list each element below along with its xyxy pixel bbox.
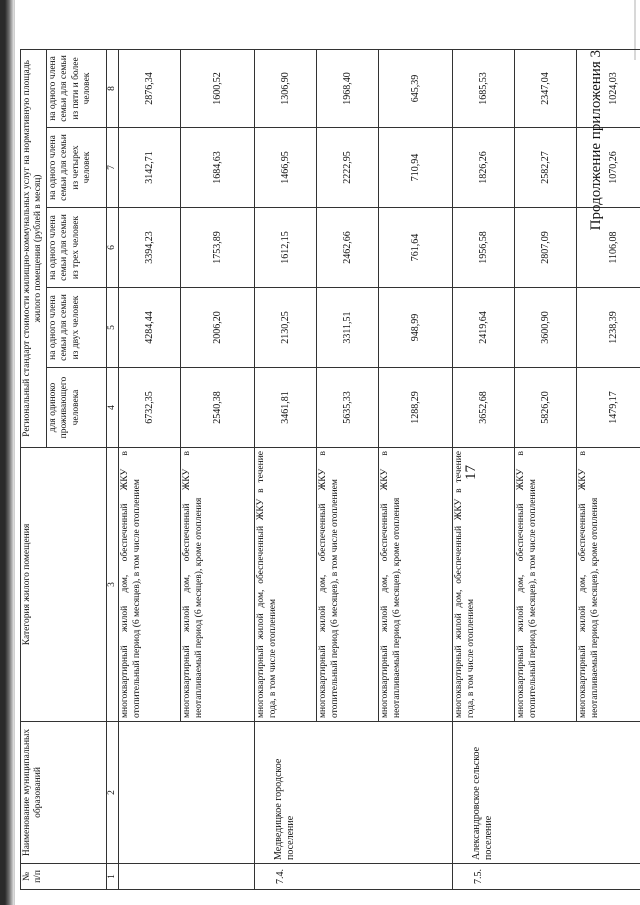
- page-number: 17: [463, 465, 479, 480]
- value-cell: 2130,25: [255, 288, 317, 368]
- row-category: многоквартирный жилой дом, обеспеченный ЖКУ в неотапливаемый период (6 месяцев), кроме отопления: [577, 448, 640, 722]
- col-number: 5: [107, 288, 119, 368]
- value-cell: 2807,09: [515, 208, 577, 288]
- value-cell: 1968,40: [317, 49, 379, 127]
- value-cell: 1070,26: [577, 128, 640, 208]
- header-sub-7: на одного члена семьи для семьи из четырех человек: [47, 128, 107, 208]
- value-cell: 3600,90: [515, 288, 577, 368]
- header-category: Категория жилого помещения: [21, 448, 107, 722]
- row-category: многоквартирный жилой дом, обеспеченный ЖКУ в отопительный период (6 месяцев), в том числе отоплением: [119, 448, 181, 722]
- value-cell: 948,99: [379, 288, 453, 368]
- value-cell: 3461,81: [255, 368, 317, 448]
- col-number: 8: [107, 49, 119, 127]
- header-sub-8: на одного члена семьи для семьи из пяти и более человек: [47, 49, 107, 127]
- header-standard: Региональный стандарт стоимости жилищно-коммунальных услуг на нормативную площадь жилого помещения (рублей в месяц): [21, 49, 47, 447]
- standard-table: [20, 49, 640, 890]
- header-municipality: Наименование муниципальных образований: [21, 722, 107, 864]
- value-cell: 1024,03: [577, 49, 640, 127]
- cell-empty: [119, 722, 255, 864]
- value-cell: 3142,71: [119, 128, 181, 208]
- value-cell: 1306,90: [255, 49, 317, 127]
- value-cell: 3652,68: [453, 368, 515, 448]
- row-category: многоквартирный жилой дом, обеспеченный ЖКУ в неотапливаемый период (6 месяцев), кроме отопления: [181, 448, 255, 722]
- value-cell: 5635,33: [317, 368, 379, 448]
- row-category: многоквартирный жилой дом, обеспеченный ЖКУ в отопительный период (6 месяцев), в том числе отоплением: [515, 448, 577, 722]
- scan-edge-line: [14, 0, 15, 905]
- cell-empty: [119, 864, 255, 890]
- scan-edge: [0, 0, 14, 905]
- rotated-page: [20, 50, 630, 890]
- header-sub-6: на одного члена семьи для семьи из трех человек: [47, 208, 107, 288]
- value-cell: 3311,51: [317, 288, 379, 368]
- value-cell: 2006,20: [181, 288, 255, 368]
- value-cell: 1288,29: [379, 368, 453, 448]
- value-cell: 5826,20: [515, 368, 577, 448]
- value-cell: 710,94: [379, 128, 453, 208]
- col-number: 1: [107, 864, 119, 890]
- value-cell: 3394,23: [119, 208, 181, 288]
- value-cell: 1466,95: [255, 128, 317, 208]
- table-row: [255, 49, 317, 889]
- header-sub-4: для одиноко проживающего человека: [47, 368, 107, 448]
- col-number: 2: [107, 722, 119, 864]
- value-cell: 2419,64: [453, 288, 515, 368]
- row-category: многоквартирный жилой дом, обеспеченный ЖКУ в течение года, в том числе отоплением: [255, 448, 317, 722]
- value-cell: 2222,95: [317, 128, 379, 208]
- value-cell: 2540,38: [181, 368, 255, 448]
- value-cell: 645,39: [379, 49, 453, 127]
- value-cell: 1685,53: [453, 49, 515, 127]
- value-cell: 2347,04: [515, 49, 577, 127]
- col-number: 7: [107, 128, 119, 208]
- row-number: 7.4.: [255, 864, 453, 890]
- col-number: 3: [107, 448, 119, 722]
- value-cell: 6732,35: [119, 368, 181, 448]
- value-cell: 1600,52: [181, 49, 255, 127]
- value-cell: 2582,27: [515, 128, 577, 208]
- row-category: многоквартирный жилой дом, обеспеченный ЖКУ в течение года, в том числе отоплением: [453, 448, 515, 722]
- value-cell: 4284,44: [119, 288, 181, 368]
- header-no: № п/п: [21, 864, 107, 890]
- row-number: 7.5.: [453, 864, 640, 890]
- value-cell: 1684,63: [181, 128, 255, 208]
- row-category: многоквартирный жилой дом, обеспеченный ЖКУ в отопительный период (6 месяцев), в том числе отоплением: [317, 448, 379, 722]
- municipality-name: Александровское сельское поселение: [453, 722, 640, 864]
- appendix-title: Продолжение приложения 3: [588, 50, 604, 231]
- row-category: многоквартирный жилой дом, обеспеченный ЖКУ в неотапливаемый период (6 месяцев), кроме отопления: [379, 448, 453, 722]
- municipality-name: Медведицкое городское поселение: [255, 722, 453, 864]
- col-number: 6: [107, 208, 119, 288]
- value-cell: 1106,08: [577, 208, 640, 288]
- value-cell: 1826,26: [453, 128, 515, 208]
- value-cell: 2462,66: [317, 208, 379, 288]
- header-sub-5: на одного члена семьи для семьи из двух человек: [47, 288, 107, 368]
- value-cell: 1238,39: [577, 288, 640, 368]
- col-number: 4: [107, 368, 119, 448]
- value-cell: 2876,34: [119, 49, 181, 127]
- value-cell: 1753,89: [181, 208, 255, 288]
- value-cell: 1956,58: [453, 208, 515, 288]
- value-cell: 1612,15: [255, 208, 317, 288]
- table-row: [119, 49, 181, 889]
- value-cell: 761,64: [379, 208, 453, 288]
- value-cell: 1479,17: [577, 368, 640, 448]
- column-numbers-row: [107, 49, 119, 889]
